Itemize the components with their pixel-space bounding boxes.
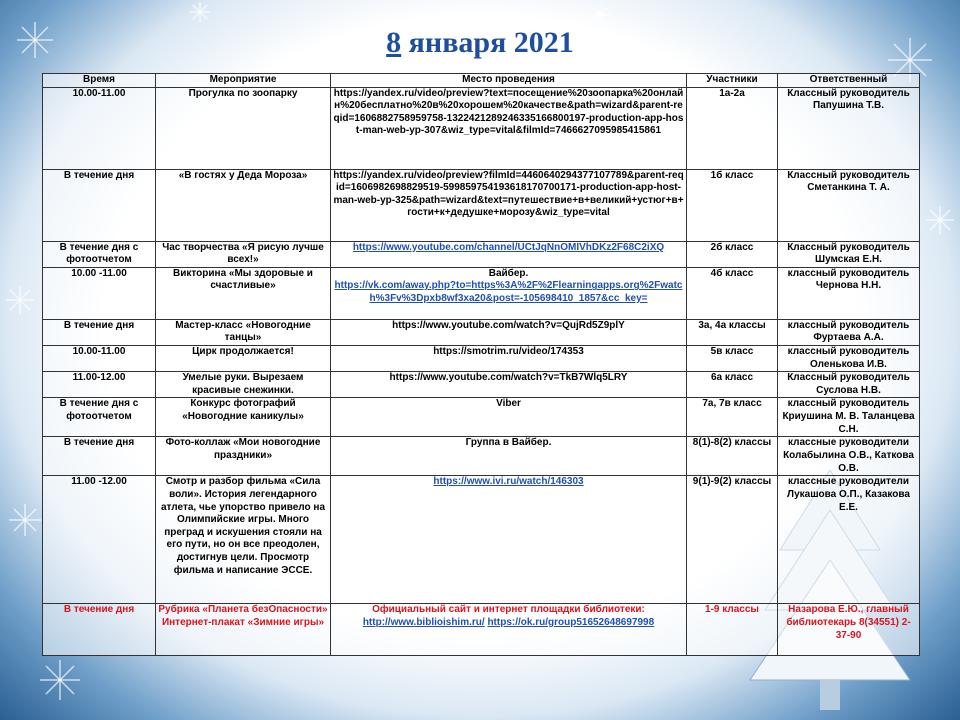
- cell-time: 10.00-11.00: [43, 87, 156, 169]
- cell-event: Час творчества «Я рисую лучше всех!»: [156, 241, 331, 267]
- cell-participants: 5в класс: [687, 345, 778, 371]
- cell-place: https://www.youtube.com/watch?v=TkB7Wlq5LRY: [331, 372, 687, 398]
- cell-time: В течение дня: [43, 437, 156, 476]
- cell-responsible: классные руководители Колабылина О.В., Каткова О.В.: [778, 437, 920, 476]
- cell-time: В течение дня с фотоотчетом: [43, 241, 156, 267]
- cell-responsible: классный руководитель Фуртаева А.А.: [778, 319, 920, 345]
- cell-event: Викторина «Мы здоровые и счастливые»: [156, 267, 331, 319]
- cell-event: Прогулка по зоопарку: [156, 87, 331, 169]
- header-event: Мероприятие: [156, 74, 331, 88]
- cell-place: [331, 476, 687, 604]
- cell-participants: 8(1)-8(2) классы: [687, 437, 778, 476]
- cell-participants: 1-9 классы: [687, 604, 778, 656]
- cell-time: 10.00 -11.00: [43, 267, 156, 319]
- cell-event: «В гостях у Деда Мороза»: [156, 169, 331, 241]
- cell-participants: 2б класс: [687, 241, 778, 267]
- header-place: Место проведения: [331, 74, 687, 88]
- title-month-year: января 2021: [401, 26, 574, 59]
- page-title: [0, 26, 960, 60]
- cell-time: 11.00-12.00: [43, 372, 156, 398]
- table-row: [43, 398, 920, 437]
- place-link[interactable]: https://www.youtube.com/channel/UCtJqNnOMIVhDKz2F68C2iXQ: [352, 241, 665, 253]
- cell-place: Группа в Вайбер.: [331, 437, 687, 476]
- cell-responsible: Классный руководитель Суслова Н.В.: [778, 372, 920, 398]
- cell-time: В течение дня: [43, 604, 156, 656]
- cell-time: В течение дня: [43, 169, 156, 241]
- place-link-ok-group[interactable]: https://ok.ru/group51652648697998: [487, 616, 655, 628]
- cell-time: 10.00-11.00: [43, 345, 156, 371]
- cell-event: Рубрика «Планета безОпасности» Интернет-плакат «Зимние игры»: [156, 604, 331, 656]
- cell-place: https://smotrim.ru/video/174353: [331, 345, 687, 371]
- table-row: [43, 437, 920, 476]
- cell-event: Фото-коллаж «Мои новогодние праздники»: [156, 437, 331, 476]
- header-responsible: Ответственный: [778, 74, 920, 88]
- cell-place: [331, 241, 687, 267]
- cell-time: 11.00 -12.00: [43, 476, 156, 604]
- table-row: [43, 241, 920, 267]
- header-time: Время: [43, 74, 156, 88]
- place-link-library-site[interactable]: http://www.biblioishim.ru/: [362, 616, 485, 628]
- cell-responsible: классные руководители Лукашова О.П., Казакова Е.Е.: [778, 476, 920, 604]
- cell-participants: 3а, 4а классы: [687, 319, 778, 345]
- cell-responsible: классный руководитель Чернова Н.Н.: [778, 267, 920, 319]
- place-link[interactable]: https://www.ivi.ru/watch/146303: [433, 476, 584, 488]
- cell-place: [331, 604, 687, 656]
- cell-responsible: Назарова Е.Ю., главный библиотекарь 8(34551) 2-37-90: [778, 604, 920, 656]
- table-row: [43, 372, 920, 398]
- table-row: [43, 604, 920, 656]
- cell-participants: 1а-2а: [687, 87, 778, 169]
- cell-event: Умелые руки. Вырезаем красивые снежинки.: [156, 372, 331, 398]
- place-text: Официальный сайт и интернет площадки библиотеки:: [372, 604, 645, 616]
- cell-place: https://www.youtube.com/watch?v=QujRd5Z9plY: [331, 319, 687, 345]
- cell-event: Конкурс фотографий «Новогодние каникулы»: [156, 398, 331, 437]
- cell-participants: 6а класс: [687, 372, 778, 398]
- title-day: 8: [386, 26, 402, 59]
- cell-participants: 9(1)-9(2) классы: [687, 476, 778, 604]
- cell-responsible: классный руководитель Криушина М. В. Таланцева С.Н.: [778, 398, 920, 437]
- cell-responsible: Классный руководитель Шумская Е.Н.: [778, 241, 920, 267]
- table-row: [43, 345, 920, 371]
- cell-place: https://yandex.ru/video/preview?filmId=4460640294377107789&parent-reqid=1606982698829519-599859754193618170700171-production-app-host-man-web-yp-325&path=wizard&text=путешествие+в+великий+устюг+в+гости+к+дедушке+морозу&wiz_type=vital: [331, 169, 687, 241]
- cell-place: [331, 267, 687, 319]
- table-header-row: [43, 74, 920, 88]
- cell-place: https://yandex.ru/video/preview?text=посещение%20зоопарка%20онлайн%20бесплатно%20в%20хорошем%20качестве&path=wizard&parent-reqid=1606882758959758-1322421289246335166800197-production-app-host-man-web-yp-307&wiz_type=vital&filmId=7466627095985415861: [331, 87, 687, 169]
- cell-event: Мастер-класс «Новогодние танцы»: [156, 319, 331, 345]
- cell-event: Смотр и разбор фильма «Сила воли». История легендарного атлета, чье упорство привело на Олимпийские игры. Много преград и искушения стояли на его пути, но он все преодолен, достигнув цели. Просмотр фильма и написание ЭССЕ.: [156, 476, 331, 604]
- schedule-table: [42, 73, 920, 656]
- place-text: Вайбер.: [488, 267, 529, 279]
- cell-participants: 4б класс: [687, 267, 778, 319]
- header-participants: Участники: [687, 74, 778, 88]
- table-row: [43, 169, 920, 241]
- cell-participants: 1б класс: [687, 169, 778, 241]
- table-row: [43, 476, 920, 604]
- table-row: [43, 87, 920, 169]
- cell-responsible: Классный руководитель Сметанкина Т. А.: [778, 169, 920, 241]
- place-link[interactable]: https://vk.com/away.php?to=https%3A%2F%2Flearningapps.org%2Fwatch%3Fv%3Dpxb8wf3xa20&post=-105698410_1857&cc_key=: [334, 280, 683, 304]
- cell-event: Цирк продолжается!: [156, 345, 331, 371]
- cell-participants: 7а, 7в класс: [687, 398, 778, 437]
- cell-time: В течение дня: [43, 319, 156, 345]
- cell-place: Viber: [331, 398, 687, 437]
- cell-responsible: Классный руководитель Папушина Т.В.: [778, 87, 920, 169]
- cell-responsible: классный руководитель Оленькова И.В.: [778, 345, 920, 371]
- cell-time: В течение дня с фотоотчетом: [43, 398, 156, 437]
- table-row: [43, 267, 920, 319]
- table-row: [43, 319, 920, 345]
